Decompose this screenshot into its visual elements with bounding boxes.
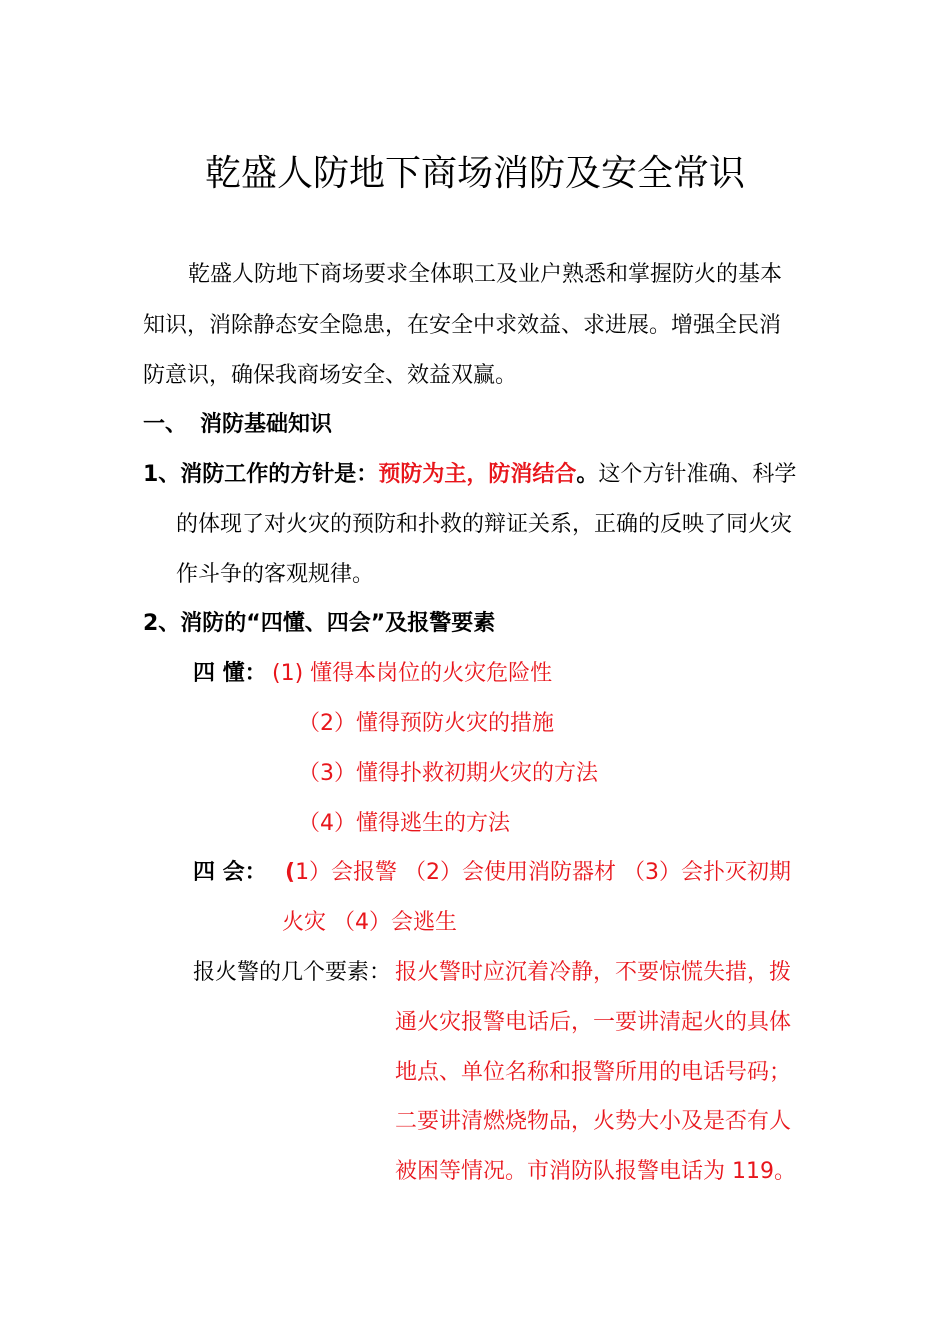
page-title: 乾盛人防地下商场消防及安全常识	[204, 153, 745, 194]
four-understand-item-1: (1) 懂得本岗位的火灾危险性	[272, 661, 553, 686]
four-can-line-2: 火灾 （4）会逃生	[282, 910, 457, 935]
item1-period: 。	[576, 462, 599, 487]
four-understand-item-4: （4）懂得逃生的方法	[298, 811, 510, 836]
alarm-line-3: 地点、单位名称和报警所用的电话号码；	[395, 1060, 792, 1085]
four-understand-label: 四 懂：	[193, 661, 267, 686]
four-can-paren: (	[285, 860, 296, 885]
item1-label: 1、消防工作的方针是：	[143, 462, 379, 487]
item2-heading: 2、消防的“四懂、四会”及报警要素	[143, 611, 496, 636]
section-number: 一、	[143, 412, 188, 437]
section-heading: 消防基础知识	[200, 412, 333, 437]
four-understand-item-3: （3）懂得扑救初期火灾的方法	[298, 761, 598, 786]
item1-line-2: 的体现了对火灾的预防和扑救的辩证关系，正确的反映了同火灾	[176, 512, 793, 537]
alarm-line-2: 通火灾报警电话后，一要讲清起火的具体	[395, 1010, 792, 1035]
four-understand-item-2: （2）懂得预防火灾的措施	[298, 711, 554, 736]
item1-line-3: 作斗争的客观规律。	[176, 562, 375, 587]
four-can-line-1	[285, 858, 791, 888]
intro-line-1: 乾盛人防地下商场要求全体职工及业户熟悉和掌握防火的基本	[188, 262, 783, 287]
alarm-line-5: 被困等情况。市消防队报警电话为 119。	[395, 1159, 796, 1184]
alarm-label: 报火警的几个要素：	[193, 960, 392, 985]
intro-line-2: 知识，消除静态安全隐患，在安全中求效益、求进展。增强全民消	[143, 313, 782, 338]
four-can-line-1-text: 1）会报警 （2）会使用消防器材 （3）会扑灭初期	[295, 860, 792, 885]
alarm-line-4: 二要讲清燃烧物品，火势大小及是否有人	[395, 1109, 792, 1134]
four-can-label: 四 会：	[193, 860, 267, 885]
item1-rest: 这个方针准确、科学	[598, 462, 797, 487]
intro-line-3: 防意识，确保我商场安全、效益双赢。	[143, 363, 518, 388]
item1-line-1	[143, 460, 796, 490]
alarm-line-1: 报火警时应沉着冷静，不要惊慌失措，拨	[395, 960, 792, 985]
item1-emphasis: 预防为主，防消结合	[378, 462, 577, 487]
